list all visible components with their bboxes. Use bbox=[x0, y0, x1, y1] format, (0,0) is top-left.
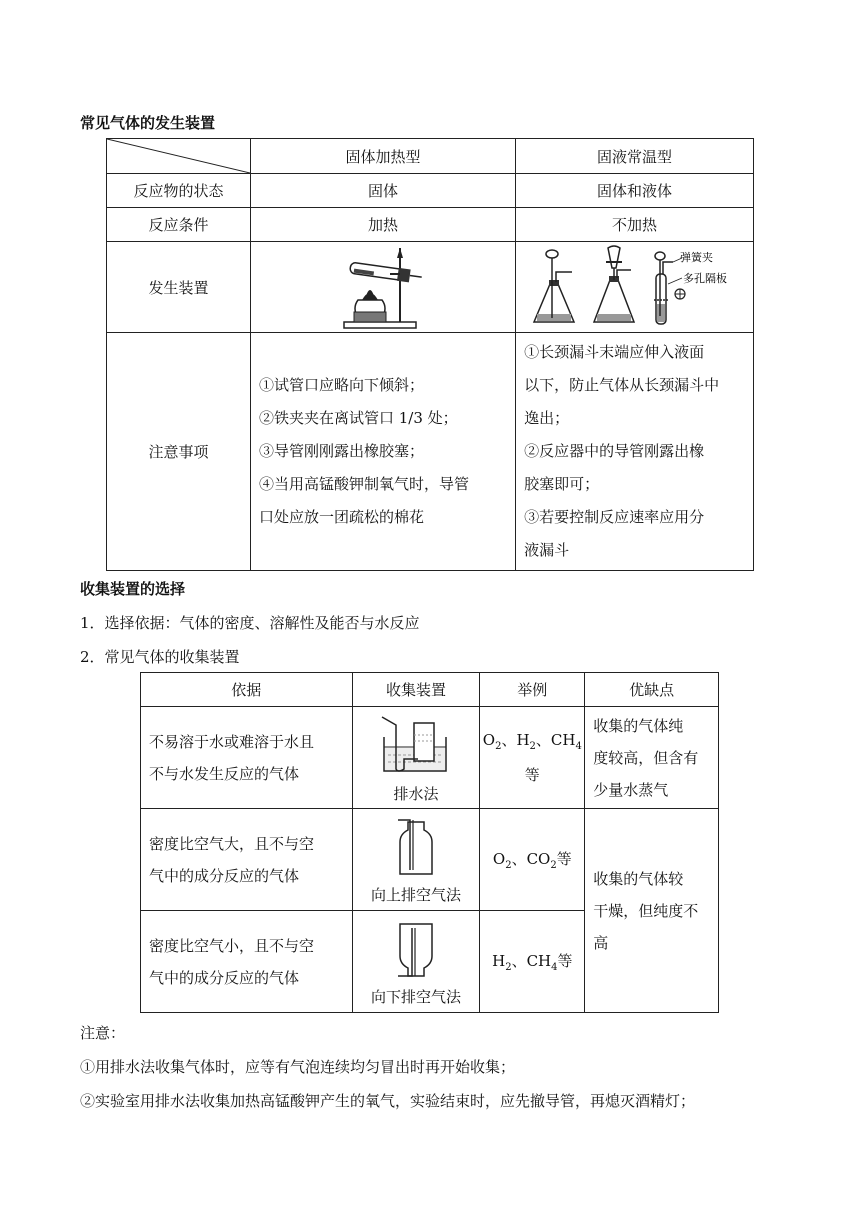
note-b-7: 液漏斗 bbox=[524, 541, 570, 559]
note-1: ①用排水法收集气体时，应等有气泡连续均匀冒出时再开始收集； bbox=[80, 1058, 516, 1076]
header-solid-heating: 固体加热型 bbox=[251, 139, 516, 174]
method-label-downward: 向下排空气法 bbox=[370, 988, 461, 1006]
row-label-state: 反应物的状态 bbox=[107, 174, 251, 208]
section-title-generation: 常见气体的发生装置 bbox=[80, 114, 216, 132]
downward-air-illustration bbox=[396, 920, 436, 980]
generation-table bbox=[106, 138, 754, 571]
note-a-4: ④当用高锰酸钾制氧气时，导管 bbox=[259, 475, 470, 493]
label-porous-plate: 多孔隔板 bbox=[682, 272, 727, 285]
note-a-3: ③导管刚刚露出橡胶塞； bbox=[259, 442, 425, 460]
note-2: ②实验室用排水法收集加热高锰酸钾产生的氧气，实验结束时，应先撤导管，再熄灭酒精灯； bbox=[80, 1092, 696, 1110]
heating-apparatus-illustration bbox=[338, 244, 428, 330]
solid-liquid-apparatus-illustration bbox=[520, 244, 750, 330]
note-b-3: 逸出； bbox=[524, 409, 570, 427]
method-label-upward: 向上排空气法 bbox=[370, 886, 461, 904]
col-header-pros: 优缺点 bbox=[585, 673, 719, 707]
cell-apparatus-heating bbox=[251, 242, 516, 333]
note-label: 注意： bbox=[80, 1024, 126, 1042]
flask-long-neck-funnel bbox=[534, 250, 574, 322]
row3-basis: 密度比空气小，且不与空 气中的成分反应的气体 bbox=[141, 911, 353, 1013]
cell-state-b: 固体和液体 bbox=[516, 174, 754, 208]
note-a-2: ②铁夹夹在离试管口 1/3 处； bbox=[259, 409, 458, 427]
note-b-5: 胶塞即可； bbox=[524, 475, 600, 493]
row-label-condition: 反应条件 bbox=[107, 208, 251, 242]
water-displacement-illustration bbox=[378, 715, 454, 777]
flask-separatory-funnel bbox=[594, 246, 634, 322]
col-header-basis: 依据 bbox=[141, 673, 353, 707]
header-solid-liquid: 固液常温型 bbox=[516, 139, 754, 174]
item-1: 1．选择依据：气体的密度、溶解性及能否与水反应 bbox=[80, 614, 420, 632]
method-label-water: 排水法 bbox=[393, 785, 439, 803]
col-header-method: 收集装置 bbox=[352, 673, 480, 707]
row1-pros: 收集的气体纯 度较高，但含有 少量水蒸气 bbox=[585, 707, 719, 809]
item-2: 2．常见气体的收集装置 bbox=[80, 648, 240, 666]
diagonal-line bbox=[107, 139, 250, 173]
row2-3-pros: 收集的气体较 干燥，但纯度不 高 bbox=[585, 809, 719, 1013]
row-label-apparatus: 发生装置 bbox=[107, 242, 251, 333]
note-b-1: ①长颈漏斗末端应伸入液面 bbox=[524, 343, 705, 361]
cell-notes-heating bbox=[251, 333, 516, 571]
row1-method bbox=[352, 707, 480, 809]
note-a-5: 口处应放一团疏松的棉花 bbox=[259, 508, 425, 526]
note-b-6: ③若要控制反应速率应用分 bbox=[524, 508, 705, 526]
row3-method bbox=[352, 911, 480, 1013]
row3-example: $H_2$、$CH_4$等 bbox=[480, 911, 585, 1013]
note-a-1: ①试管口应略向下倾斜； bbox=[259, 376, 425, 394]
cell-state-a: 固体 bbox=[251, 174, 516, 208]
row2-basis: 密度比空气大，且不与空 气中的成分反应的气体 bbox=[141, 809, 353, 911]
section-title-collection: 收集装置的选择 bbox=[80, 580, 186, 598]
row2-example: $O_2$、$CO_2$等 bbox=[480, 809, 585, 911]
diagonal-header-cell bbox=[107, 139, 251, 174]
row-label-notes: 注意事项 bbox=[107, 333, 251, 571]
upward-air-illustration bbox=[396, 818, 436, 878]
row1-basis: 不易溶于水或难溶于水且 不与水发生反应的气体 bbox=[141, 707, 353, 809]
col-header-example: 举例 bbox=[480, 673, 585, 707]
cell-apparatus-solid-liquid bbox=[516, 242, 754, 333]
row1-example: $O_2$、$H_2$、$CH_4$ 等 bbox=[480, 707, 585, 809]
cell-condition-b: 不加热 bbox=[516, 208, 754, 242]
cell-notes-solid-liquid bbox=[516, 333, 754, 571]
note-b-4: ②反应器中的导管刚露出橡 bbox=[524, 442, 705, 460]
note-b-2: 以下，防止气体从长颈漏斗中 bbox=[524, 376, 720, 394]
collection-table bbox=[140, 672, 719, 1013]
label-spring-clip: 弹簧夹 bbox=[679, 251, 713, 264]
cell-condition-a: 加热 bbox=[251, 208, 516, 242]
row2-method bbox=[352, 809, 480, 911]
